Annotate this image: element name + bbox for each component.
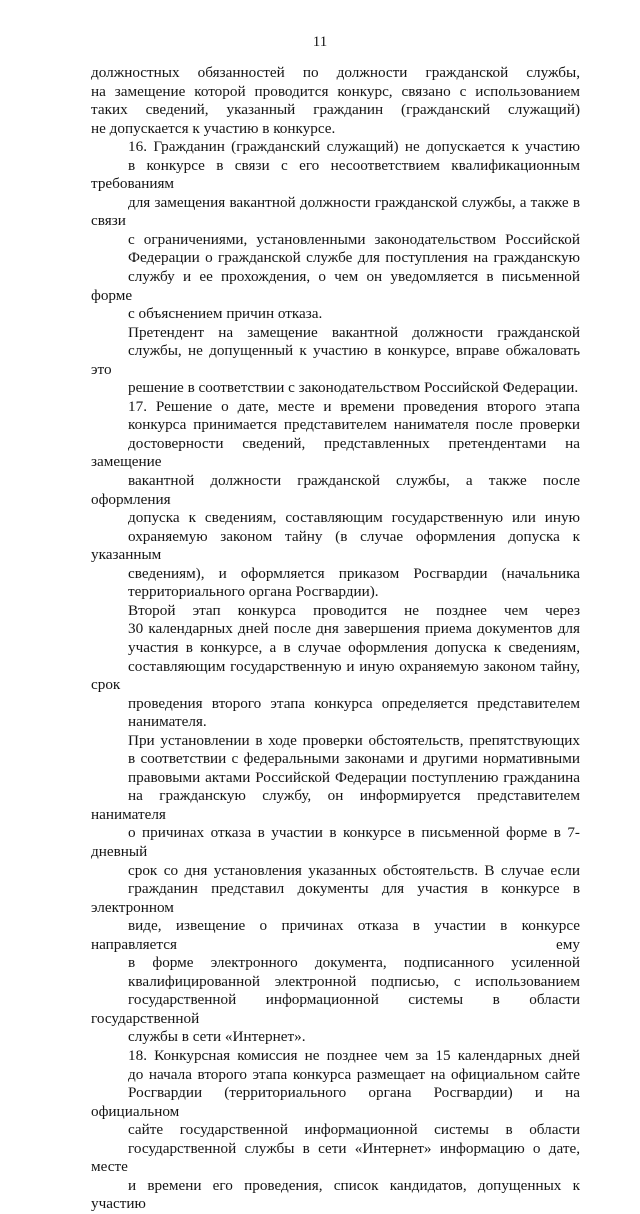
page-number: 11 [312,34,328,50]
text-line: не допускается к участию в конкурсе. [91,119,336,137]
text-line: о причинах отказа в участии в конкурсе в письменной форме в 7-дневный [91,824,580,860]
text-line: службы, не допущенный к участию в конкурсе, вправе обжаловать это [91,342,580,378]
text-line: с объяснением причин отказа. [128,305,323,323]
text-line: решение в соответствии с законодательством Российской Федерации. [128,379,579,397]
text-line: в соответствии с федеральными законами и другими нормативными [128,750,580,768]
text-line: государственной службы в сети «Интернет» информацию о дате, месте [91,1139,580,1176]
text-line: Росгвардии (территориального органа Росгвардии) и на официальном [91,1084,580,1120]
text-line: таких сведений, указанный гражданин (гражданский служащий) [91,101,580,119]
text-line: Претендент на замещение вакантной должности гражданской [128,323,580,341]
text-line: 18. Конкурсная комиссия не позднее чем за 15 календарных дней [128,1046,580,1064]
text-line: сайте государственной информационной системы в области [128,1121,580,1139]
paragraph [91,398,580,602]
text-line: составляющим государственную и иную охраняемую законом тайну, срок [91,657,580,694]
text-line: службы в сети «Интернет». [128,1028,306,1046]
text-line: виде, извещение о причинах отказа в участии в конкурсе направляется ему [91,917,580,953]
text-line: проведения второго этапа конкурса определяется представителем [128,694,580,712]
text-line: квалифицированной электронной подписью, с использованием [128,972,580,990]
paragraph [91,64,580,138]
text-line: с ограничениями, установленными законодательством Российской [128,230,580,248]
text-line: сведениям), и оформляется приказом Росгвардии (начальника [128,564,580,582]
text-line: 17. Решение о дате, месте и времени проведения второго этапа [128,397,580,415]
text-line: на замещение которой проводится конкурс, связано с использованием [91,82,580,100]
paragraph [91,1047,580,1214]
text-line: службу и ее прохождения, о чем он уведомляется в письменной форме [91,268,580,304]
text-line: для замещения вакантной должности гражданской службы, а также в связи [91,193,580,230]
text-line: должностных обязанностей по должности гражданской службы, [91,64,580,81]
text-line: достоверности сведений, представленных претендентами на замещение [91,434,580,471]
text-line: и времени его проведения, список кандидатов, допущенных к участию [91,1176,580,1213]
text-line: При установлении в ходе проверки обстоятельств, препятствующих [128,731,580,749]
text-line: до начала второго этапа конкурса размещает на официальном сайте [128,1065,580,1083]
text-line: вакантной должности гражданской службы, а также после оформления [91,472,580,508]
paragraph [91,732,580,1047]
paragraph [91,602,580,732]
text-line: допуска к сведениям, составляющим государственную или иную [128,509,580,527]
text-line: охраняемую законом тайну (в случае оформления допуска к указанным [91,527,580,564]
text-line: в конкурсе в связи с его несоответствием квалификационным требованиям [91,156,580,193]
text-line: срок со дня установления указанных обстоятельств. В случае если [128,861,580,879]
text-line: 16. Гражданин (гражданский служащий) не допускается к участию [128,138,580,156]
text-line: нанимателя. [128,713,207,731]
text-line: государственной информационной системы в области государственной [91,991,580,1027]
text-line: в форме электронного документа, подписанного усиленной [128,954,580,972]
paragraph [91,138,580,323]
document-body [91,64,580,1214]
text-line: 30 календарных дней после дня завершения приема документов для [128,620,580,638]
text-line: на гражданскую службу, он информируется представителем нанимателя [91,787,580,823]
text-line: территориального органа Росгвардии). [128,583,379,601]
text-line: Федерации о гражданской службе для поступления на гражданскую [128,249,580,267]
text-line: правовыми актами Российской Федерации поступлению гражданина [128,768,580,786]
text-line: участия в конкурсе, а в случае оформления допуска к сведениям, [128,638,580,656]
text-line: гражданин представил документы для участия в конкурсе в электронном [91,880,580,916]
paragraph [91,324,580,398]
text-line: конкурса принимается представителем нанимателя после проверки [128,416,580,434]
text-line: Второй этап конкурса проводится не позднее чем через [128,601,580,619]
